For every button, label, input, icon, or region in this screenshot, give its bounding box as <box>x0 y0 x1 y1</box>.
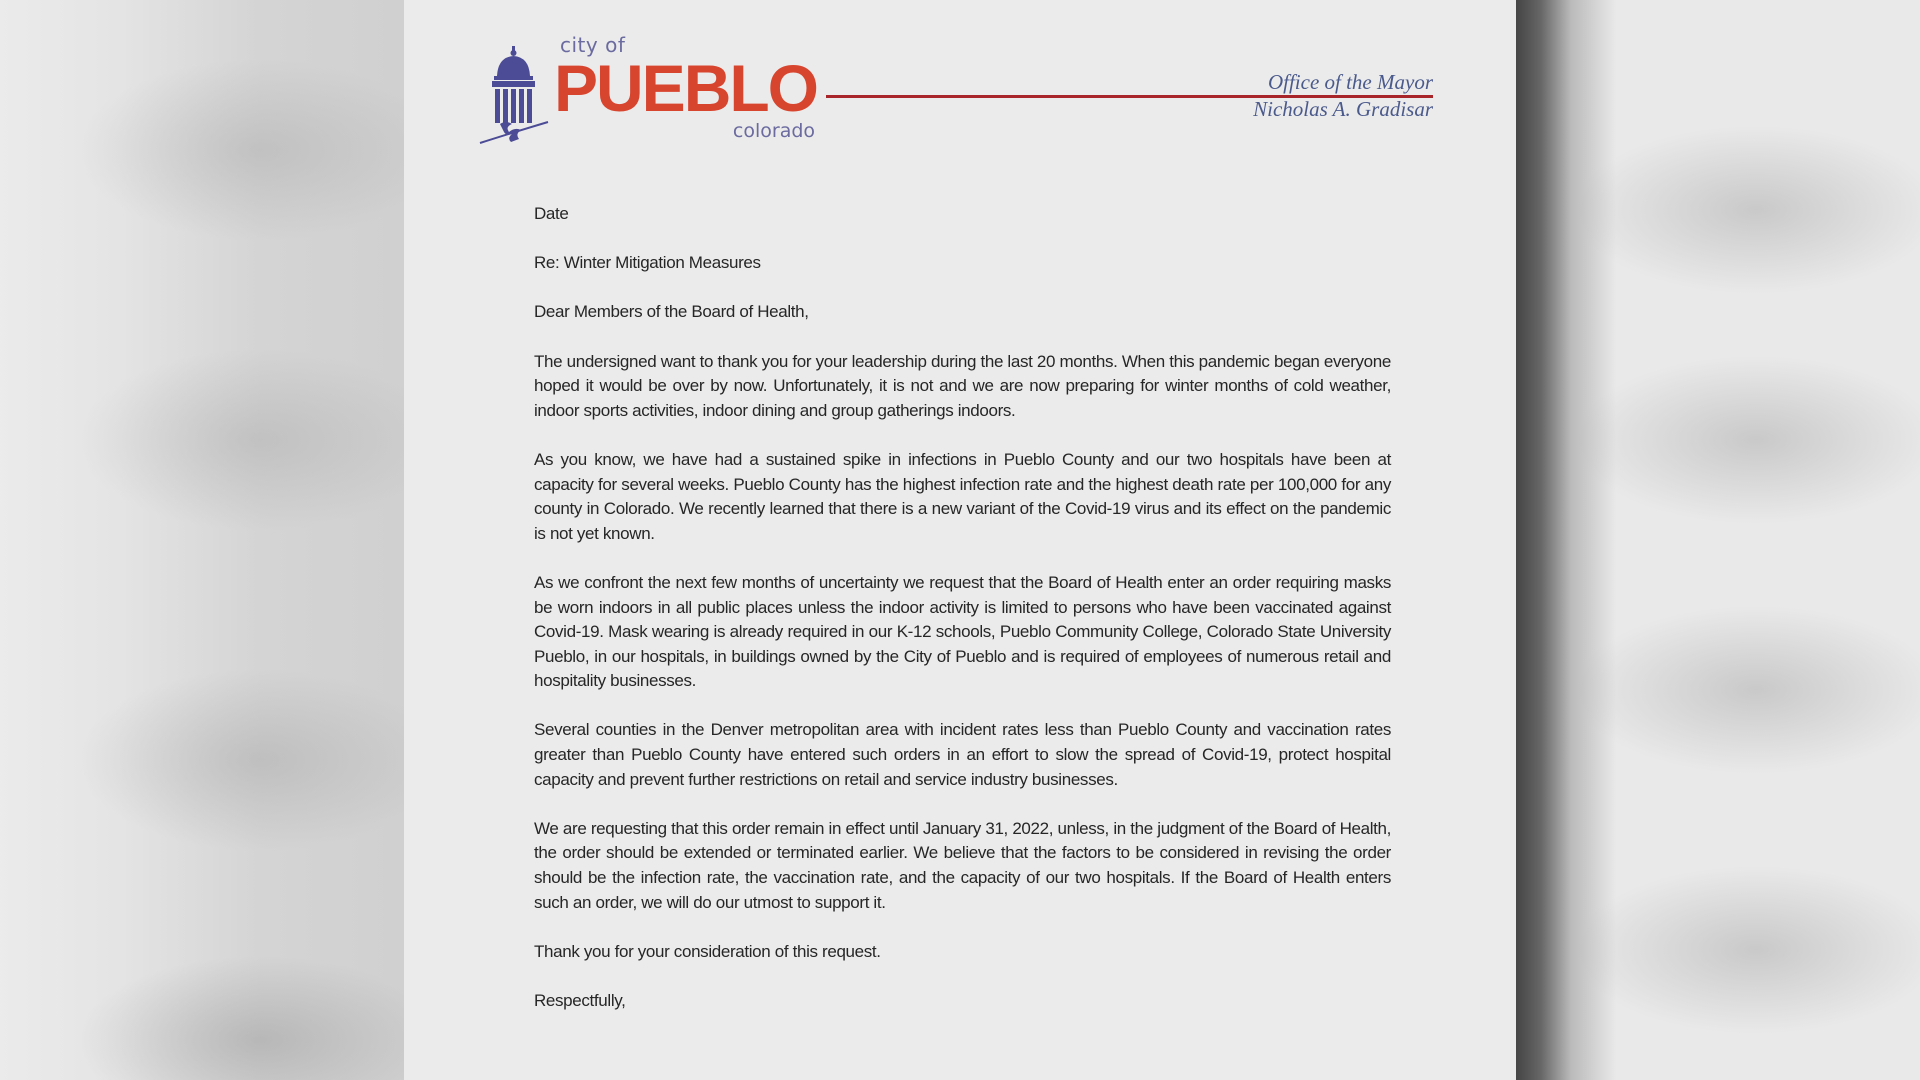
logo-wordmark <box>554 34 817 142</box>
logo-pueblo: PUEBLO <box>554 51 818 125</box>
paragraph: We are requesting that this order remain in effect until January 31, 2022, unless, in the judgment of the Board of Health, the order should be extended or terminated earlier. We believe that the factors to be considered in revising the order should be the infection rate, the vaccination rate, and the capacity of our two hospitals. If the Board of Health enters such an order, we will do our utmost to support it. <box>534 818 1391 912</box>
paragraph: As you know, we have had a sustained spike in infections in Pueblo County and our two hospitals have been at capacity for several weeks. Pueblo County has the highest infection rate and the highest death rate per 100,000 for any county in Colorado. We recently learned that there is a new variant of the Covid-19 virus and its effect on the pandemic is not yet known. <box>534 449 1391 543</box>
date-line: Date <box>534 204 569 223</box>
paragraph: As we confront the next few months of uncertainty we request that the Board of Health enter an order requiring masks be worn indoors in all public places unless the indoor activity is limited to persons who have been vaccinated against Covid-19. Mask wearing is already required in our K-12 schools, Pueblo Community College, Colorado State University Pueblo, in our hospitals, in buildings owned by the City of Pueblo and is required of employees of numerous retail and hospitality businesses. <box>534 572 1391 691</box>
logo-city-of: city of <box>560 33 626 57</box>
office-title: Office of the Mayor <box>1267 70 1433 94</box>
city-logo <box>478 34 817 146</box>
salutation: Dear Members of the Board of Health, <box>534 302 809 322</box>
letter-page <box>404 0 1516 1080</box>
mayor-name: Nicholas A. Gradisar <box>1253 97 1433 121</box>
dome-icon <box>478 46 550 146</box>
signoff: Respectfully, <box>534 991 626 1010</box>
logo-colorado: colorado <box>732 120 816 142</box>
background-left-blur <box>0 0 404 1080</box>
paragraph: The undersigned want to thank you for your leadership during the last 20 months. When this pandemic began everyone hoped it would be over by now. Unfortunately, it is not and we are now preparing for winter months of cold weather, indoor sports activities, indoor dining and group gatherings indoors. <box>534 351 1391 420</box>
subject-line: Re: Winter Mitigation Measures <box>534 253 761 273</box>
letter-body <box>534 202 1391 1038</box>
background-right-blur <box>1516 0 1920 1080</box>
closing-thanks: Thank you for your consideration of this request. <box>534 941 881 961</box>
office-block <box>1253 69 1433 123</box>
paragraph: Several counties in the Denver metropolitan area with incident rates less than Pueblo County and vaccination rates greater than Pueblo County have entered such orders in an effort to slow the spread of Covid-19, protect hospital capacity and prevent further restrictions on retail and service industry businesses. <box>534 720 1391 789</box>
